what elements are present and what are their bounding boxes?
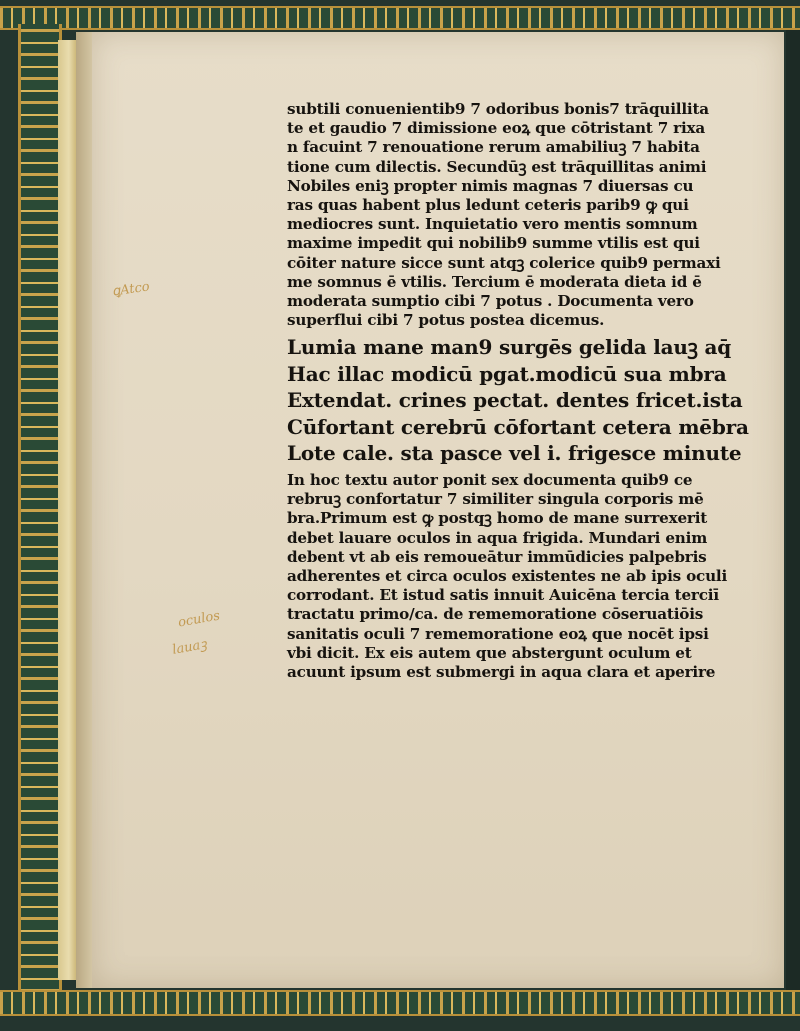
verse-line: Lote cale. sta pasce vel i. frigesce minute (287, 441, 742, 466)
text-line: tractatu primo/ca. de rememoratione cōseruatiōis (287, 605, 704, 624)
verse-line: Lumia mane man9 surgēs gelida lauꝫ aq̄ (287, 335, 732, 360)
text-line: maxime impedit qui nobilib9 summe vtilis est qui (287, 234, 700, 253)
text-line: n facuint 7 renouatione rerum amabiliuꝫ 7 habita (287, 138, 700, 157)
commentary-paragraph (287, 471, 742, 682)
text-line: superflui cibi 7 potus postea dicemus. (287, 311, 605, 330)
text-line: vbi dicit. Ex eis autem que abstergunt oculum et (287, 643, 692, 662)
text-line: Nobiles eniꝫ propter nimis magnas 7 diuersas cu (287, 176, 694, 195)
decorative-left-border (18, 24, 62, 992)
verse-block (287, 334, 749, 467)
decorative-bottom-border (0, 990, 800, 1016)
text-line: te et gaudio 7 dimissione eoꝝ que cōtristant 7 rixa (287, 119, 706, 138)
text-line: adherentes et circa oculos existentes ne ab ipis oculi (287, 566, 728, 585)
text-line: In hoc textu autor ponit sex documenta quib9 ce (287, 470, 693, 489)
verse-line: Extendat. crines pectat. dentes fricet.ista (287, 388, 743, 413)
page-edge-strip (58, 40, 76, 980)
text-line: moderata sumptio cibi 7 potus . Documenta vero (287, 292, 694, 311)
margin-annotation-3: lauaꝫ (171, 637, 208, 658)
text-line: rebruꝫ confortatur 7 similiter singula corporis mē (287, 490, 704, 509)
text-line: debet lauare oculos in aqua frigida. Mundari enim (287, 528, 708, 547)
text-line: ras quas habent plus ledunt ceteris parib9 ꝙ qui (287, 196, 689, 215)
margin-annotation-1: ꝗAtco (111, 279, 151, 300)
verse-line: Cūfortant cerebrū cōfortant cetera mēbra (287, 414, 749, 439)
text-line: me somnus ē vtilis. Tercium ē moderata dieta id ē (287, 272, 702, 291)
right-page-edge (786, 30, 800, 990)
text-line: tione cum dilectis. Secundūꝫ est trāquillitas animi (287, 157, 707, 176)
text-line: bra.Primum est ꝙ postqꝫ homo de mane surrexerit (287, 509, 708, 528)
text-line: sanitatis oculi 7 rememoratione eoꝝ que nocēt ipsi (287, 624, 709, 643)
text-line: corrodant. Et istud satis innuit Auicēna tercia terciī (287, 586, 719, 605)
text-line: acuunt ipsum est submergi in aqua clara et aperire (287, 662, 716, 681)
text-line: mediocres sunt. Inquietatio vero mentis somnum (287, 215, 698, 234)
verse-line: Hac illac modicū pgat.modicū sua mbra (287, 361, 727, 386)
prose-paragraph (287, 100, 742, 330)
text-column (287, 100, 749, 682)
text-line: subtili conuenientib9 7 odoribus bonis7 trāquillita (287, 100, 709, 118)
text-line: cōiter nature sicce sunt atqꝫ colerice quib9 permaxi (287, 253, 721, 272)
text-line: debent vt ab eis remoueātur immūdicies palpebris (287, 547, 707, 566)
decorative-top-border (0, 6, 800, 30)
margin-annotation-2: oculos (177, 608, 222, 631)
